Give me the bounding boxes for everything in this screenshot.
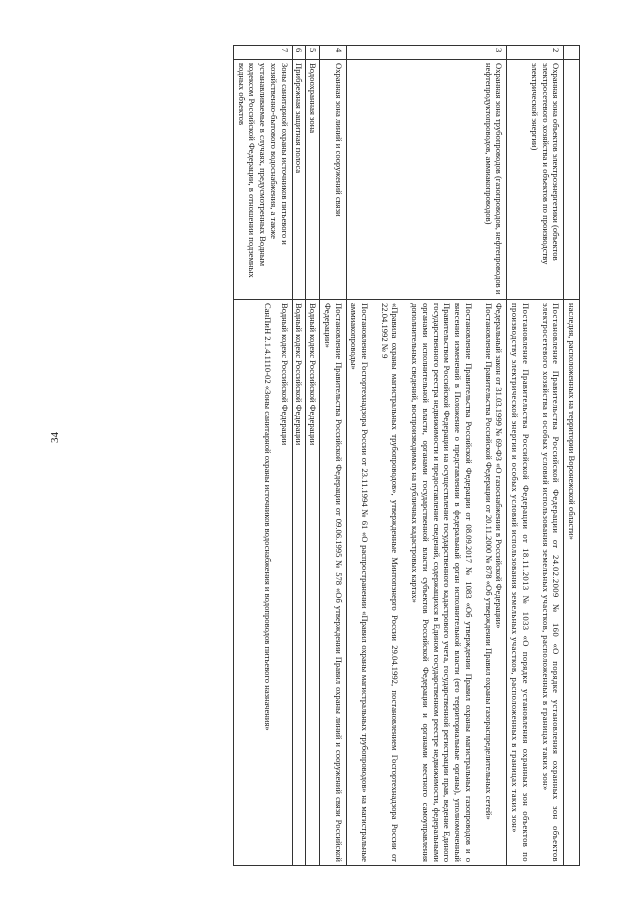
legal-documents xyxy=(233,300,292,866)
row-number: 6 xyxy=(292,46,306,60)
table-row xyxy=(292,46,306,866)
zone-name: Охранная зона линий и сооружений связи xyxy=(320,60,346,300)
table-row xyxy=(306,46,320,866)
legal-documents xyxy=(507,300,564,866)
row-number: 3 xyxy=(346,46,507,60)
legal-document: Водный кодекс Российской Федерации xyxy=(294,303,305,446)
zone-name: Охранная зона объектов электроэнергетики (объектов электросетевого хозяйства и объектов по производству электрической энергии) xyxy=(507,60,564,300)
zone-name: Охранная зона трубопроводов (газопроводов, нефтепроводов и нефтепродуктопроводов, аммиакопроводов) xyxy=(346,60,507,300)
legal-document: наследия, расположенных на территории Воронежской области» xyxy=(567,303,577,540)
legal-document: Постановление Госгортехнадзора России от 23.11.1994 № 61 «О распространении «Правил охраны магистральных трубопроводов» на магистральные аммиакопроводы» xyxy=(349,303,370,862)
legal-document: СанПиН 2.1.4.1110-02 «Зоны санитарной охраны источников водоснабжения и водопроводов питьевого назначения» xyxy=(262,303,273,731)
legal-document: «Правила охраны магистральных трубопроводов», утвержденные Минтопэнерго России 29.04.1992, постановлением Госгортехнадзора России от 22.04.1992 № 9 xyxy=(379,303,401,862)
legal-document: Федеральный закон от 31.03.1999 № 69-ФЗ «О газоснабжении в Российской Федерации» Постановление Правительства Российской Федерации от 20.11.2000 № 878 «Об утверждении Правил охраны газораспределительных сетей» xyxy=(483,303,505,820)
zone-name xyxy=(564,60,580,300)
row-number: 4 xyxy=(320,46,346,60)
row-number: 5 xyxy=(306,46,320,60)
row-number: 2 xyxy=(507,46,564,60)
zone-name: Прибрежная защитная полоса xyxy=(292,60,306,300)
legal-document: Постановление Правительства Российской Федерации от 18.11.2013 № 1033 «О порядке установления охранных зон объектов по производству электрической энергии и особых условий использования земельных участков, расположенных в границах таких зон» xyxy=(510,303,531,862)
legal-document: Постановление Правительства Российской Федерации от 09.06.1995 № 578 «Об утверждении Правил охраны линий и сооружений связи Российской Федерации» xyxy=(322,303,344,862)
legal-documents xyxy=(564,300,580,866)
legal-document: Постановление Правительства Российской Федерации от 24.02.2009 № 160 «О порядке установления охранных зон объектов электросетевого хозяйства и особых условий использования земельных участков, расположенных в границах таких зон» xyxy=(540,303,562,862)
legal-document: Постановление Правительства Российской Федерации от 08.09.2017 № 1083 «Об утверждении Правил охраны магистральных газопроводов и о внесении изменений в Положение о представлении в федеральный орган исполнительной власти (его территориальные органы), уполномоченный Правительством Российской Федерации на осуществление государственного кадастрового учета, государственной регистрации прав, ведение Единого государственного реестра недвижимости и предоставление сведений, содержащихся в Едином государственном реестре недвижимости, федеральными органами исполнительной власти, органами государственной власти субъектов Российской Федерации и органами местного самоуправления дополнительных сведений, воспроизводимых на публичных кадастровых картах» xyxy=(410,303,474,862)
legal-documents xyxy=(306,300,320,866)
rotated-table-container xyxy=(80,45,580,865)
legal-document: Водный кодекс Российской Федерации xyxy=(279,303,290,446)
zone-name: Зоны санитарной охраны источников питьевого и хозяйственно-бытового водоснабжения, а также устанавливаемые в случаях, предусмотренных Водным кодексом Российской Федерации, в отношении подземных водных объектов xyxy=(233,60,292,300)
table-row xyxy=(564,46,580,866)
zones-table xyxy=(233,45,580,866)
table-row xyxy=(233,46,292,866)
legal-documents xyxy=(320,300,346,866)
row-number xyxy=(564,46,580,60)
table-row xyxy=(507,46,564,866)
legal-documents xyxy=(346,300,507,866)
zone-name: Водоохранная зона xyxy=(306,60,320,300)
table-row xyxy=(320,46,346,866)
legal-document: Водный кодекс Российской Федерации xyxy=(308,303,319,446)
page-number: 34 xyxy=(49,432,61,443)
legal-documents xyxy=(292,300,306,866)
table-row xyxy=(346,46,507,866)
row-number: 7 xyxy=(233,46,292,60)
